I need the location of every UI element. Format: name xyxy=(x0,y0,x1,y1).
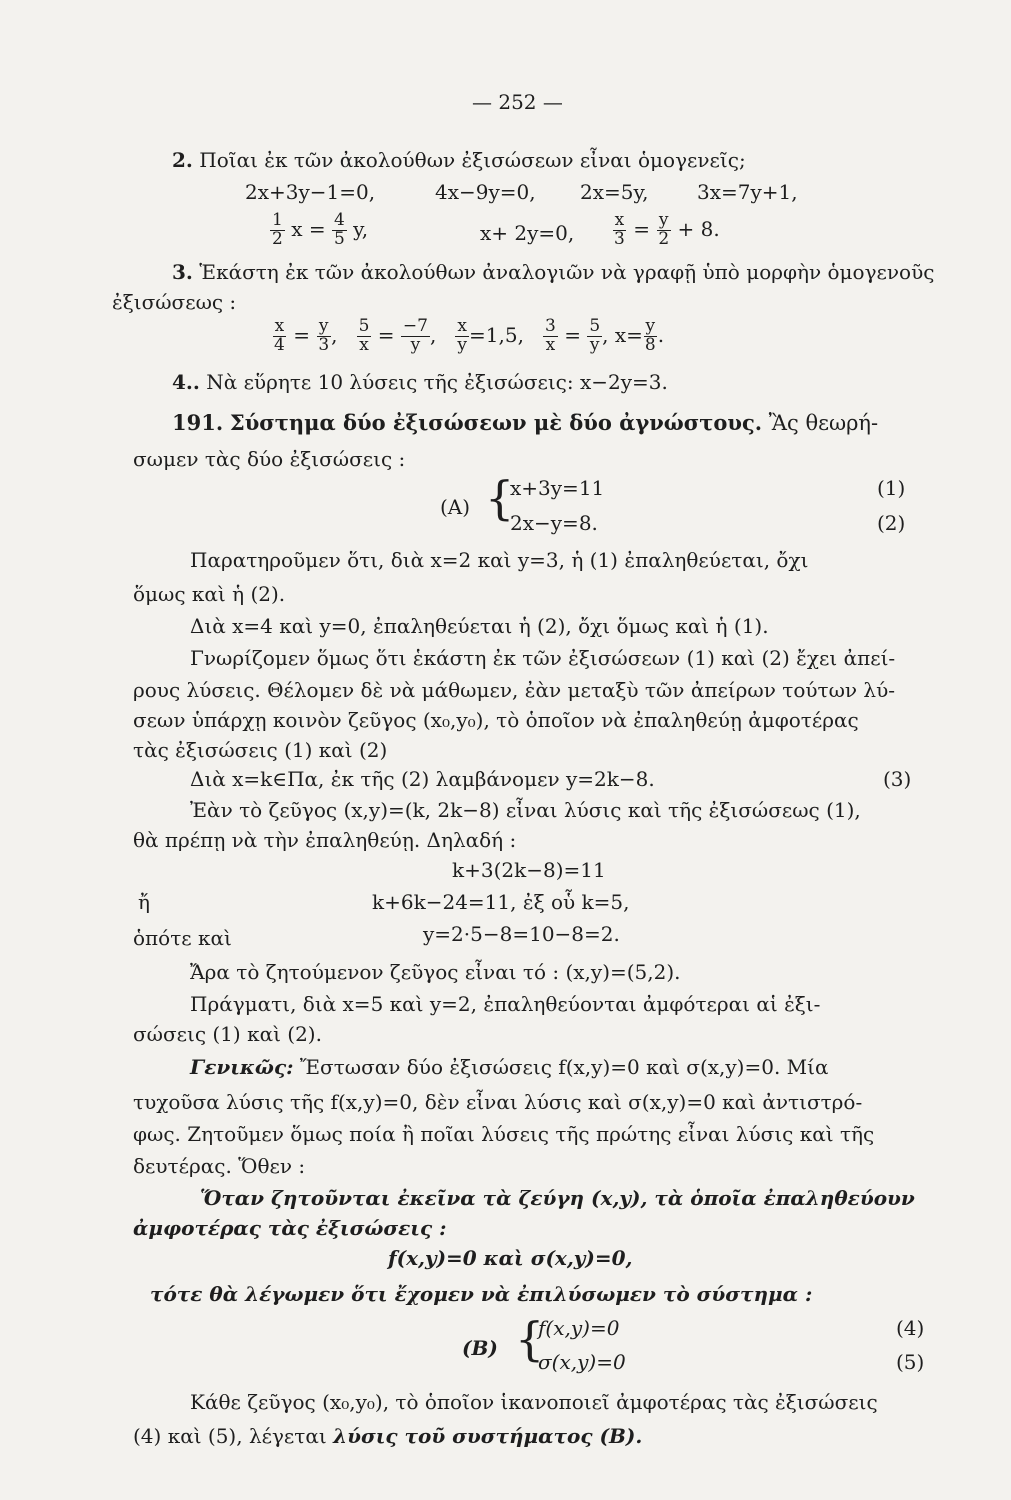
section-intro: Ἂς θεωρή- xyxy=(768,411,879,435)
equation-tag: (5) xyxy=(896,1350,925,1374)
paragraph-line: δευτέρας. Ὅθεν : xyxy=(133,1154,306,1178)
exercise-number: 3. xyxy=(172,260,193,284)
exercise-text: Ποῖαι ἐκ τῶν ἀκολούθων ἐξισώσεων εἶναι ὁμογενεῖς; xyxy=(199,148,746,172)
system-equation: x+3y=11 xyxy=(510,476,605,500)
definition-term: λύσις τοῦ συστήματος (B). xyxy=(333,1424,643,1448)
paragraph-line: Διὰ x=k∈Πα, ἐκ τῆς (2) λαμβάνομεν y=2k−8. xyxy=(190,767,655,791)
page-number: — 252 — xyxy=(472,90,563,114)
equation: 2x=5y, xyxy=(580,180,649,204)
paragraph-line: Κάθε ζεῦγος (x₀,y₀), τὸ ὁποῖον ἱκανοποιεῖ ἀμφοτέρας τὰς ἐξισώσεις xyxy=(190,1390,878,1414)
definition-line: ἀμφοτέρας τὰς ἐξισώσεις : xyxy=(133,1216,447,1240)
definition-line: τότε θὰ λέγωμεν ὅτι ἔχομεν νὰ ἐπιλύσωμεν τὸ σύστημα : xyxy=(150,1282,813,1306)
section-heading xyxy=(172,410,878,435)
paragraph-line: φως. Ζητοῦμεν ὅμως ποία ἢ ποῖαι λύσεις τῆς πρώτης εἶναι λύσις καὶ τῆς xyxy=(133,1122,875,1146)
paragraph-line: (4) καὶ (5), λέγεται λύσις τοῦ συστήματος (B). xyxy=(133,1424,643,1448)
equation: 3x=7y+1, xyxy=(697,180,798,204)
paragraph-line: Ἐὰν τὸ ζεῦγος (x,y)=(k, 2k−8) εἶναι λύσις καὶ τῆς ἐξισώσεως (1), xyxy=(190,798,861,822)
exercise-number: 4.. xyxy=(172,370,200,394)
fraction-equation: $\frac{x}{3}$ = $\frac{y}{2}$ + 8. xyxy=(614,210,720,249)
equation: 2x+3y−1=0, xyxy=(245,180,376,204)
left-brace: { xyxy=(515,1312,545,1366)
system-label: (B) xyxy=(462,1336,498,1360)
system-equation: σ(x,y)=0 xyxy=(538,1350,626,1374)
section-title: Σύστημα δύο ἐξισώσεων μὲ δύο ἀγνώστους. xyxy=(229,410,763,435)
equation: x+ 2y=0, xyxy=(480,221,575,245)
paragraph-line: Ἄρα τὸ ζητούμενον ζεῦγος εἶναι τό : (x,y)=(5,2). xyxy=(190,960,681,984)
exercise-text: ἐξισώσεως : xyxy=(112,290,237,314)
system-equation: 2x−y=8. xyxy=(510,511,598,535)
paragraph-line: σώσεις (1) καὶ (2). xyxy=(133,1022,322,1046)
fraction: $\frac{4}{5}$ xyxy=(333,210,345,249)
paragraph-line: Γνωρίζομεν ὅμως ὅτι ἑκάστη ἐκ τῶν ἐξισώσεων (1) καὶ (2) ἔχει ἀπεί- xyxy=(190,646,896,670)
equation-tag: (3) xyxy=(883,767,912,791)
fraction: $\frac{1}{2}$ xyxy=(272,210,283,249)
equation: 4x−9y=0, xyxy=(435,180,536,204)
proportion-row: $\frac{x}{4}$ = $\frac{y}{3}$ , $\frac{5}{x}$ = $\frac{-7}{y}$ , $\frac{x}{y}$ =1,5, $\frac{3}{x}$ = $\frac{5}{y}$ , x= $\frac{y}{8}$ . xyxy=(274,316,665,355)
paragraph-line: ρους λύσεις. Θέλομεν δὲ νὰ μάθωμεν, ἐὰν μεταξὺ τῶν ἀπείρων τούτων λύ- xyxy=(133,678,895,702)
paragraph-line: τυχοῦσα λύσις τῆς f(x,y)=0, δὲν εἶναι λύσις καὶ σ(x,y)=0 καὶ ἀντιστρό- xyxy=(133,1090,863,1114)
exercise-number: 2. xyxy=(172,148,193,172)
exercise-2 xyxy=(172,150,746,170)
definition-line: Ὅταν ζητοῦνται ἐκεῖνα τὰ ζεύγη (x,y), τὰ ὁποῖα ἐπαληθεύουν xyxy=(200,1186,915,1210)
definition-line: f(x,y)=0 καὶ σ(x,y)=0, xyxy=(388,1246,633,1270)
calc-line: k+3(2k−8)=11 xyxy=(452,858,606,882)
paragraph-line: τὰς ἐξισώσεις (1) καὶ (2) xyxy=(133,738,388,762)
paragraph-line: θὰ πρέπῃ νὰ τὴν ἐπαληθεύῃ. Δηλαδή : xyxy=(133,828,517,852)
general-paragraph: Γενικῶς: Ἔστωσαν δύο ἐξισώσεις f(x,y)=0 καὶ σ(x,y)=0. Μία xyxy=(190,1055,829,1079)
paragraph-line: σεων ὑπάρχῃ κοινὸν ζεῦγος (x₀,y₀), τὸ ὁποῖον νὰ ἐπαληθεύῃ ἀμφοτέρας xyxy=(133,708,859,732)
equation: x−2y=3. xyxy=(579,370,668,394)
exercise-3 xyxy=(172,262,934,282)
calc-line: k+6k−24=11, ἐξ οὗ k=5, xyxy=(372,890,630,914)
fraction: $\frac{x}{3}$ xyxy=(614,210,625,249)
system-label: (A) xyxy=(440,495,471,519)
paragraph-line: ὅμως καὶ ἡ (2). xyxy=(133,582,286,606)
section-number: 191. xyxy=(172,410,224,435)
fraction-equation: $\frac{1}{2}$ x = $\frac{4}{5}$ y, xyxy=(272,210,369,249)
left-brace: { xyxy=(485,471,515,525)
exercise-text: Νὰ εὕρητε 10 λύσεις τῆς ἐξισώσεις: xyxy=(206,370,574,394)
exercise-4 xyxy=(172,372,668,392)
equation-tag: (1) xyxy=(877,476,906,500)
equation-tag: (2) xyxy=(877,511,906,535)
paragraph-line: Παρατηροῦμεν ὅτι, διὰ x=2 καὶ y=3, ἡ (1) ἐπαληθεύεται, ὄχι xyxy=(190,548,809,572)
fraction: $\frac{y}{2}$ xyxy=(658,210,670,249)
system-equation: f(x,y)=0 xyxy=(538,1316,620,1340)
calc-prefix: ἤ xyxy=(138,890,150,914)
paragraph-line: Πράγματι, διὰ x=5 καὶ y=2, ἐπαληθεύονται ἀμφότεραι αἱ ἐξι- xyxy=(190,992,821,1016)
section-intro: σωμεν τὰς δύο ἐξισώσεις : xyxy=(133,447,406,471)
general-label: Γενικῶς: xyxy=(190,1055,294,1079)
paragraph-line: Διὰ x=4 καὶ y=0, ἐπαληθεύεται ἡ (2), ὄχι ὅμως καὶ ἡ (1). xyxy=(190,614,769,638)
exercise-text: Ἑκάστη ἐκ τῶν ἀκολούθων ἀναλογιῶν νὰ γραφῇ ὑπὸ μορφὴν ὁμογενοῦς xyxy=(199,260,935,284)
calc-line: y=2·5−8=10−8=2. xyxy=(423,922,620,946)
calc-prefix: ὁπότε καὶ xyxy=(133,926,232,950)
equation-tag: (4) xyxy=(896,1316,925,1340)
